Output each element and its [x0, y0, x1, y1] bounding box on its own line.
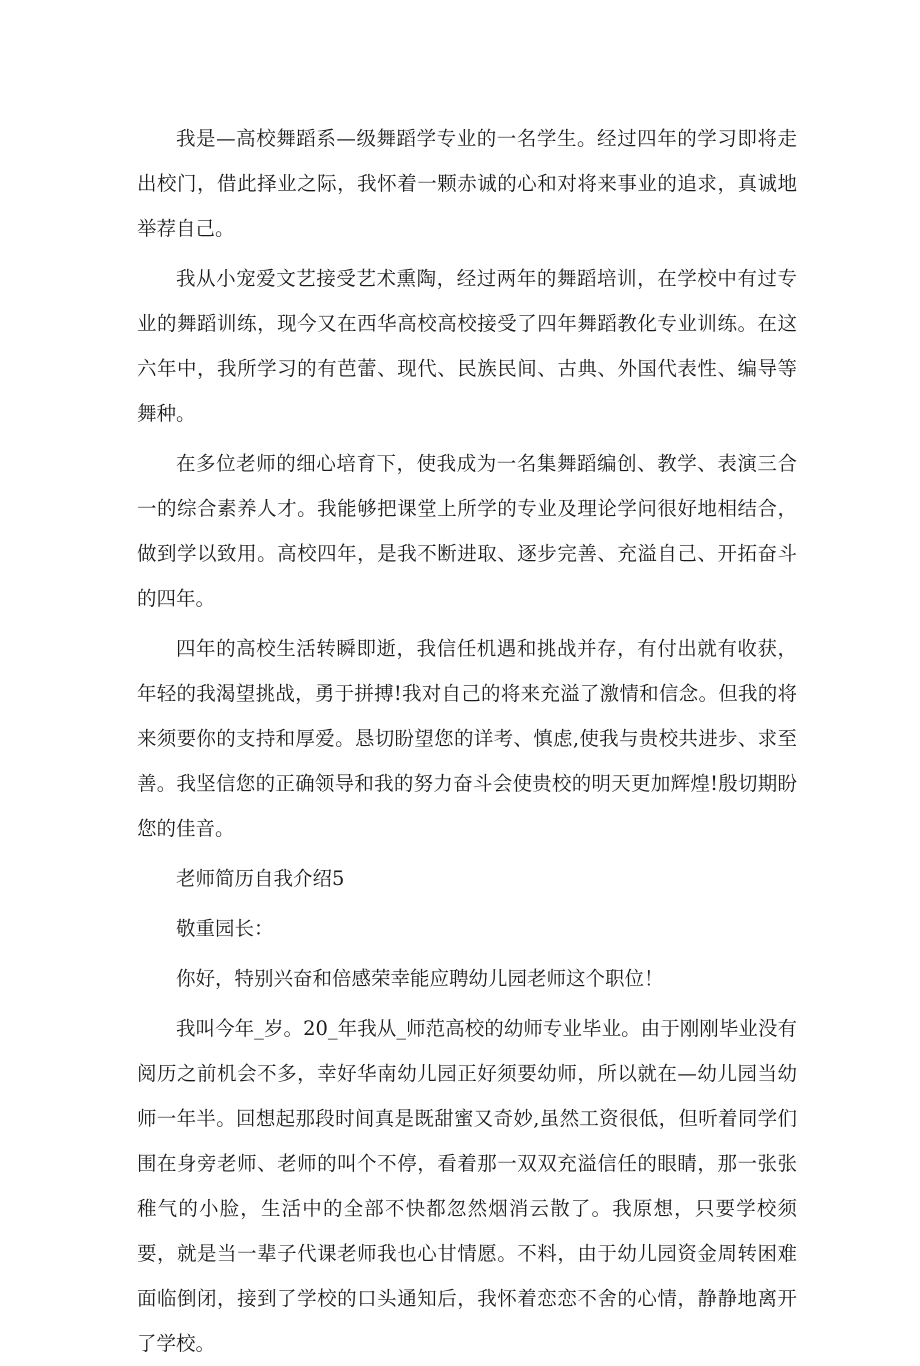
paragraph-university-life: 四年的高校生活转瞬即逝，我信任机遇和挑战并存，有付出就有收获，年轻的我渴望挑战，勇于拼搏!我对自己的将来充溢了激情和信念。但我的将来须要你的支持和厚爱。恳切盼望您的详考、慎虑,使我与贵校共进步、求至善。我坚信您的正确领导和我的努力奋斗会使贵校的明天更加辉煌!殷切期盼您的佳音。: [137, 637, 797, 840]
paragraph-art-training: 我从小宠爱文艺接受艺术熏陶，经过两年的舞蹈培训，在学校中有过专业的舞蹈训练，现今又在西华高校高校接受了四年舞蹈教化专业训练。在这六年中，我所学习的有芭蕾、现代、民族民间、古典、外国代表性、编导等舞种。: [137, 267, 797, 425]
document-body: [137, 116, 797, 1366]
paragraph-self-intro: 我是—高校舞蹈系—级舞蹈学专业的一名学生。经过四年的学习即将走出校门，借此择业之际，我怀着一颗赤诚的心和对将来事业的追求，真诚地举荐自己。: [137, 127, 797, 240]
salutation: 敬重园长：: [176, 917, 274, 940]
greeting: 你好，特别兴奋和倍感荣幸能应聘幼儿园老师这个职位！: [176, 967, 664, 990]
section-heading: 老师简历自我介绍5: [176, 867, 345, 890]
paragraph-teachers-guidance: 在多位老师的细心培育下，使我成为一名集舞蹈编创、教学、表演三合一的综合素养人才。我能够把课堂上所学的专业及理论学问很好地相结合，做到学以致用。高校四年，是我不断进取、逐步完善、充溢自己、开拓奋斗的四年。: [137, 452, 797, 610]
paragraph-work-experience: 我叫今年_岁。20_年我从_师范高校的幼师专业毕业。由于刚刚毕业没有阅历之前机会不多，幸好华南幼儿园正好须要幼师，所以就在—幼儿园当幼师一年半。回想起那段时间真是既甜蜜又奇妙,虽然工资很低，但听着同学们围在身旁老师、老师的叫个不停，看着那一双双充溢信任的眼睛，那一张张稚气的小脸，生活中的全部不快都忽然烟消云散了。我原想，只要学校须要，就是当一辈子代课老师我也心甘情愿。不料，由于幼儿园资金周转困难面临倒闭，接到了学校的口头通知后，我怀着恋恋不舍的心情，静静地离开了学校。: [137, 1017, 797, 1355]
